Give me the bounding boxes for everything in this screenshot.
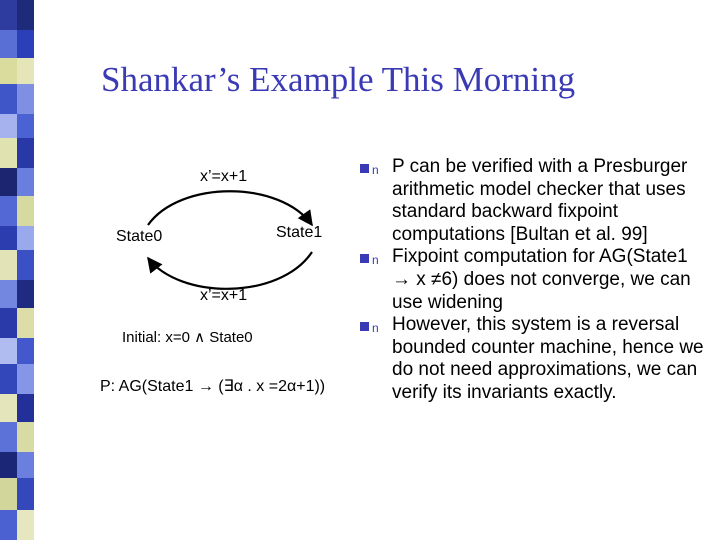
bullet-marker: n [360, 322, 369, 331]
slide-title: Shankar’s Example This Morning [101, 60, 576, 99]
bullet-marker: n [360, 164, 369, 173]
bullet-text: However, this system is a reversal bounded counter machine, hence we do not need approximations, we can verify its invariants exactly. [392, 314, 704, 403]
bullet-marker: n [360, 254, 369, 263]
initial-condition: Initial: x=0 ∧ State0 [122, 329, 253, 346]
bottom-transition-arrow [148, 252, 312, 289]
top-transition-label: x’=x+1 [200, 168, 248, 185]
top-transition-arrow [148, 191, 312, 225]
list-item [360, 246, 710, 314]
property-formula: P: AG(State1 → (∃α . x =2α+1)) [100, 378, 326, 395]
bullet-text: P can be verified with a Presburger arithmetic model checker that uses standard backward fixpoint computations [Bultan et al. 99] [392, 156, 688, 245]
state0-label: State0 [116, 228, 163, 245]
state1-label: State1 [276, 224, 323, 241]
list-item [360, 156, 710, 246]
list-item [360, 314, 710, 404]
bullet-list [360, 156, 710, 405]
bottom-transition-label: x’=x+1 [200, 287, 248, 304]
bullet-text: Fixpoint computation for AG(State1 → x ≠6) does not converge, we can use widening [392, 246, 691, 313]
